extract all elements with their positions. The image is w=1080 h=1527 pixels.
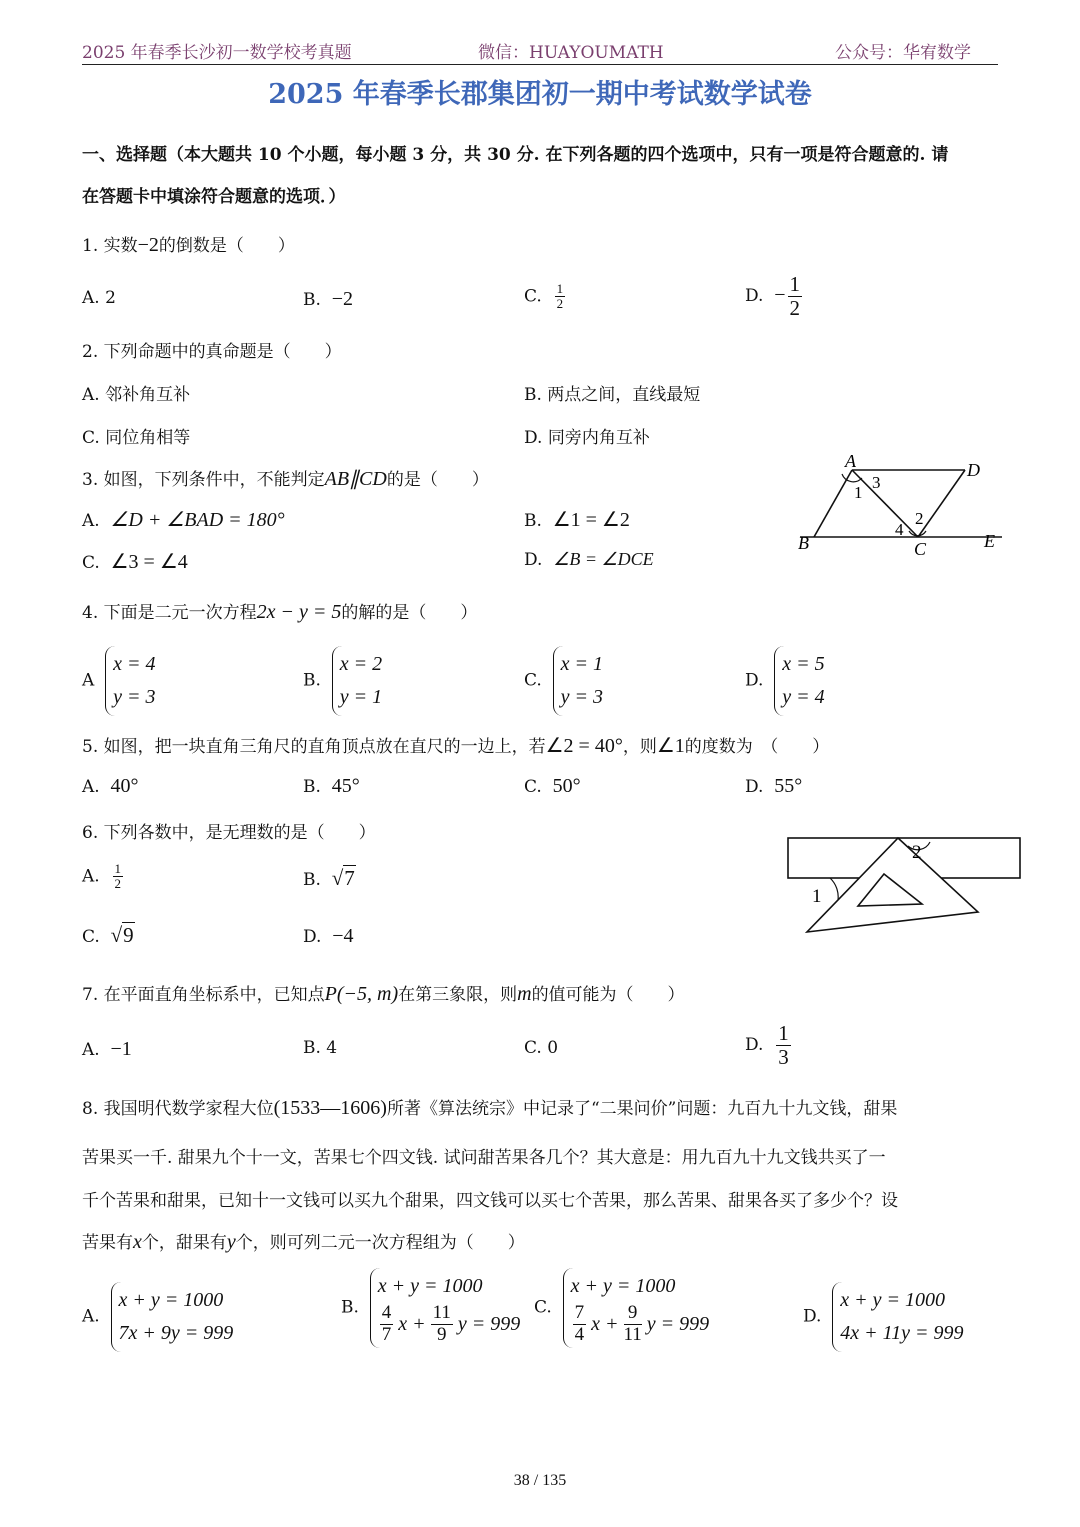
section-heading-line1: 一、选择题（本大题共 10 个小题，每小题 3 分，共 30 分. 在下列各题的四个选项中，只有一项是符合题意的. 请 [82, 145, 949, 165]
q1-expr: −2 [137, 234, 159, 256]
q5-option-c: C. 50° [524, 775, 581, 797]
q1-option-d: D. − $\frac{1}{2}$ [745, 272, 801, 321]
angle-1-label: 1 [854, 483, 863, 502]
point-c-label: C [914, 539, 927, 559]
q7-option-a: A. −1 [82, 1038, 132, 1060]
set-square-outer [807, 838, 978, 932]
q6-stem: 6. 下列各数中，是无理数的是（ ） [82, 823, 376, 843]
q3-option-b: B. ∠1 = ∠2 [524, 509, 630, 531]
q8-option-d: D. x + y = 1000 4x + 11y = 999 [803, 1282, 964, 1352]
q7-option-b: B. 4 [303, 1038, 338, 1058]
q6-option-a: A. $\frac{1}{2}$ [82, 861, 121, 892]
q3-option-a: A. ∠D + ∠BAD = 180° [82, 509, 285, 531]
q5-option-a: A. 40° [82, 775, 139, 797]
header-center: 微信：HUAYOUMATH [478, 43, 664, 63]
q1-option-b: B. −2 [303, 288, 353, 310]
angle-2-label: 2 [912, 842, 922, 863]
q8-stem-line2: 苦果买一千. 甜果九个十一文，苦果七个四文钱. 试问甜苦果各几个？其大意是：用九百九十九文钱共买了一 [82, 1148, 886, 1168]
angle-2-label: 2 [915, 509, 924, 528]
section-heading-line2: 在答题卡中填涂符合题意的选项．） [82, 187, 346, 207]
q7-stem: 7. 在平面直角坐标系中，已知点P(−5, m)在第三象限，则m的值可能为（ ） [82, 983, 685, 1005]
q2-option-d: D. 同旁内角互补 [524, 428, 650, 448]
point-b-label: B [798, 533, 809, 553]
angle-3-label: 3 [872, 473, 881, 492]
q1-option-c: C. $\frac{1}{2}$ [524, 281, 564, 312]
q1-option-a: A. 2 [82, 288, 116, 308]
header-right: 公众号：华宥数学 [835, 43, 971, 63]
q6-option-c: C. √9 [82, 923, 134, 947]
q4-option-b: B. x = 2 y = 1 [303, 646, 382, 716]
q1-stem: 1. 实数−2的倒数是（ ） [82, 234, 295, 256]
point-e-label: E [984, 531, 995, 551]
q4-option-a: A x = 4 y = 3 [82, 646, 155, 716]
q2-option-a: A. 邻补角互补 [82, 385, 191, 405]
q2-option-b: B. 两点之间，直线最短 [524, 385, 701, 405]
q3-figure [790, 452, 1005, 562]
q8-stem-line3: 千个苦果和甜果，已知十一文钱可以买九个甜果，四文钱可以买七个苦果，那么苦果、甜果各买了多少个？设 [82, 1191, 898, 1211]
q8-stem-line1: 8. 我国明代数学家程大位(1533—1606)所著《算法统宗》中记录了“二果问价”问题：九百九十九文钱，甜果 [82, 1097, 898, 1119]
q4-expr: 2x − y = 5 [256, 601, 342, 623]
q5-stem: 5. 如图，把一块直角三角尺的直角顶点放在直尺的一边上，若∠2 = 40°，则∠1的度数为 （ ） [82, 735, 830, 757]
q7-option-d: D. $\frac{1}{3}$ [745, 1021, 789, 1070]
q2-stem: 2. 下列命题中的真命题是（ ） [82, 342, 342, 362]
q4-option-d: D. x = 5 y = 4 [745, 646, 825, 716]
header-rule [82, 64, 998, 65]
q2-option-c: C. 同位角相等 [82, 428, 191, 448]
angle-4-label: 4 [895, 520, 904, 539]
point-a-label: A [845, 452, 856, 471]
page-title: 2025 年春季长郡集团初一期中考试数学试卷 [268, 79, 812, 110]
q8-option-c: C. x + y = 1000 $\frac{7}{4}$ x + $\frac{9}{11}$ y = 999 [534, 1268, 709, 1348]
q7-option-c: C. 0 [524, 1038, 559, 1058]
line-dc [918, 470, 965, 537]
q6-option-d: D. −4 [303, 925, 354, 947]
q4-option-c: C. x = 1 y = 3 [524, 646, 603, 716]
q4-stem: 4. 下面是二元一次方程2x − y = 5的解的是（ ） [82, 601, 478, 623]
line-ac [852, 470, 918, 537]
q3-option-d: D. ∠B = ∠DCE [524, 549, 654, 570]
q3-stem: 3. 如图，下列条件中，不能判定AB∥CD的是（ ） [82, 468, 489, 490]
q5-figure [780, 830, 1025, 940]
page-number: 38 / 135 [513, 1472, 567, 1489]
q8-option-b: B. x + y = 1000 $\frac{4}{7}$ x + $\frac{11}{9}$ y = 999 [341, 1268, 520, 1348]
point-d-label: D [967, 460, 980, 480]
angle-1-label: 1 [812, 886, 822, 907]
q5-option-d: D. 55° [745, 775, 803, 797]
q3-option-c: C. ∠3 = ∠4 [82, 551, 188, 573]
q6-option-b: B. √7 [303, 866, 355, 890]
q8-stem-line4: 苦果有x个，甜果有y个，则可列二元一次方程组为（ ） [82, 1231, 525, 1253]
q8-option-a: A. x + y = 1000 7x + 9y = 999 [82, 1282, 233, 1352]
q3-expr: AB∥CD [324, 468, 387, 490]
header-left: 2025 年春季长沙初一数学校考真题 [82, 43, 352, 63]
q5-option-b: B. 45° [303, 775, 360, 797]
